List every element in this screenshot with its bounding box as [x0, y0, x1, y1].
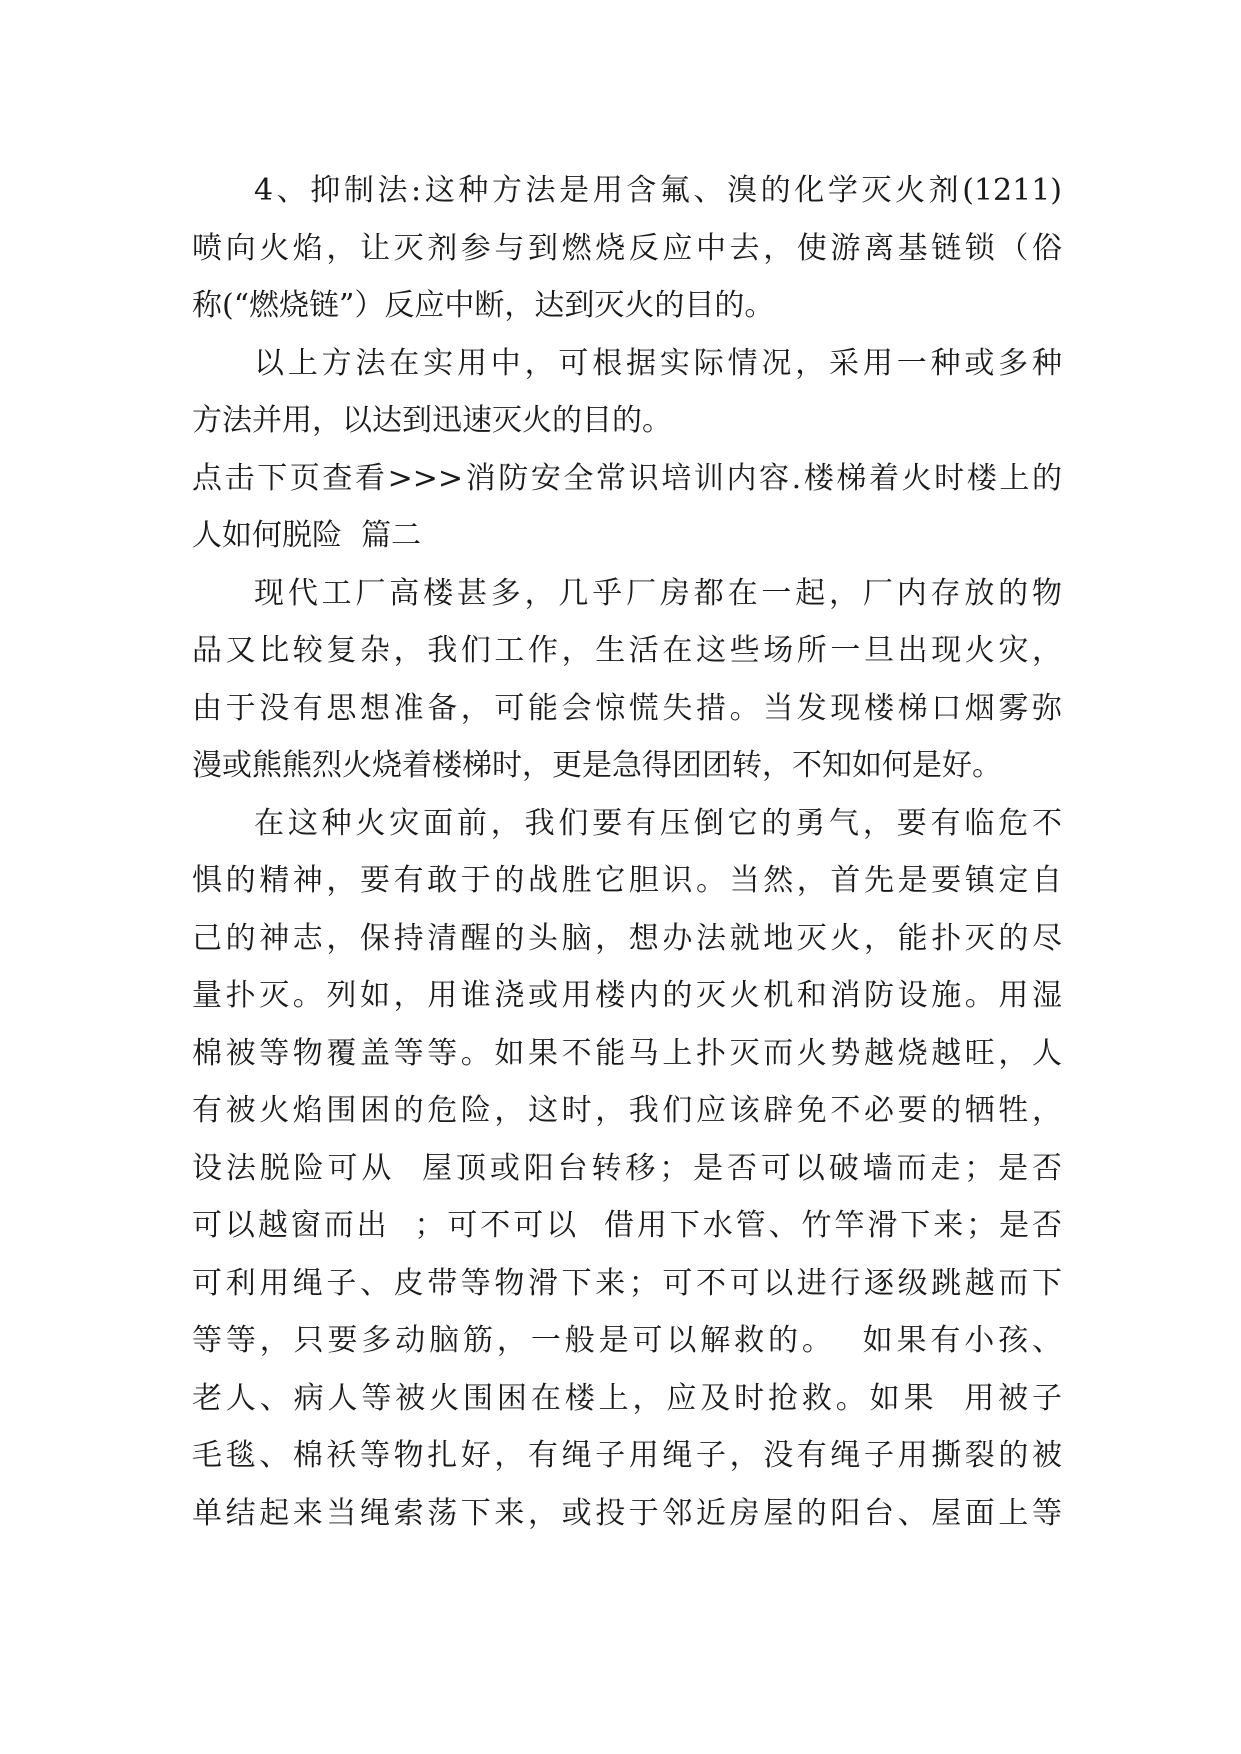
paragraph-suppression-method	[192, 162, 1062, 335]
text-line: 单结起来当绳索荡下来，或投于邻近房屋的阳台、屋面上等	[192, 1495, 1062, 1531]
text-line: 现代工厂高楼甚多，几乎厂房都在一起，厂内存放的物	[254, 575, 1062, 611]
paragraph-factory-buildings	[192, 565, 1062, 795]
text-line: 喷向火焰，让灭剂参与到燃烧反应中去，使游离基链锁（俗	[192, 230, 1062, 266]
text-line: 量扑灭。列如，用谁浇或用楼内的灭火机和消防设施。用湿	[192, 978, 1062, 1013]
section-heading	[192, 450, 1062, 565]
text-line: 漫或熊熊烈火烧着楼梯时，更是急得团团转，不知如何是好。	[192, 748, 1002, 783]
text-line: 4、抑制法:这种方法是用含氟、溴的化学灭火剂(1211)	[254, 173, 1062, 208]
text-line: 等等，只要多动脑筋，一般是可以解救的。 如果有小孩、	[192, 1323, 1062, 1358]
text-line: 老人、病人等被火围困在楼上，应及时抢救。如果 用被子	[192, 1380, 1062, 1416]
paragraph-methods-summary	[192, 335, 1062, 450]
text-line: 在这种火灾面前，我们要有压倒它的勇气，要有临危不	[254, 805, 1062, 841]
paragraph-escape-advice	[192, 795, 1062, 1543]
text-line: 己的神志，保持清醒的头脑，想办法就地灭火，能扑灭的尽	[192, 920, 1062, 956]
text-line: 设法脱险可从 屋顶或阳台转移；是否可以破墙而走；是否	[192, 1150, 1062, 1186]
text-line: 以上方法在实用中，可根据实际情况，采用一种或多种	[254, 345, 1062, 381]
text-line: 由于没有思想准备，可能会惊慌失措。当发现楼梯口烟雾弥	[192, 690, 1062, 726]
text-line: 点击下页查看>>>消防安全常识培训内容.楼梯着火时楼上的	[192, 460, 1062, 496]
document-body	[192, 162, 1062, 1542]
text-line: 人如何脱险 篇二	[192, 518, 422, 553]
text-line: 棉被等物覆盖等等。如果不能马上扑灭而火势越烧越旺，人	[192, 1035, 1062, 1071]
text-line: 品又比较复杂，我们工作，生活在这些场所一旦出现火灾，	[192, 633, 1062, 668]
text-line: 称(“燃烧链”）反应中断，达到灭火的目的。	[192, 288, 775, 323]
text-line: 可以越窗而出 ；可不可以 借用下水管、竹竿滑下来；是否	[192, 1208, 1062, 1243]
text-line: 有被火焰围困的危险，这时，我们应该辟免不必要的牺牲，	[192, 1093, 1062, 1128]
text-line: 惧的精神，要有敢于的战胜它胆识。当然，首先是要镇定自	[192, 863, 1062, 898]
text-line: 方法并用，以达到迅速灭火的目的。	[192, 403, 672, 438]
text-line: 毛毯、棉袄等物扎好，有绳子用绳子，没有绳子用撕裂的被	[192, 1438, 1062, 1473]
text-line: 可利用绳子、皮带等物滑下来；可不可以进行逐级跳越而下	[192, 1265, 1062, 1301]
